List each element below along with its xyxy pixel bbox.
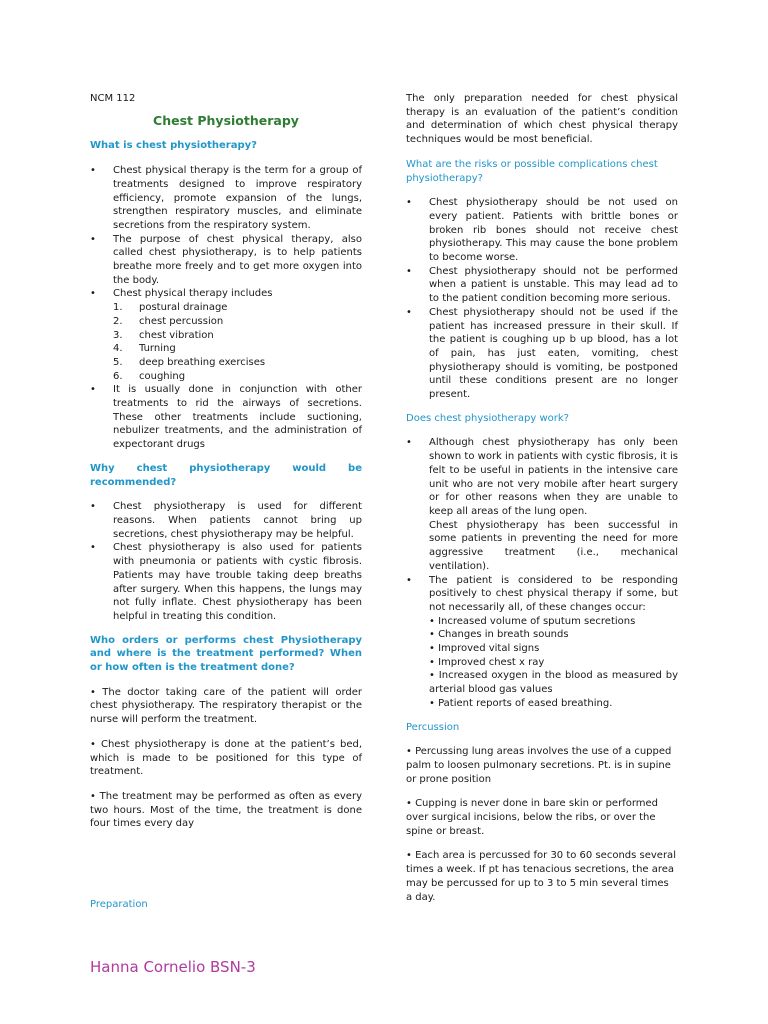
list-item: • Chest physiotherapy is used for different reasons. When patients cannot bring up secretions, chest physiotherapy may be helpful. [90,500,362,541]
paragraph: • Each area is percussed for 30 to 60 seconds several times a week. If pt has tenacious secretions, the area may be percussed for up to 3 to 5 min several times a day. [406,850,676,903]
includes-item: 6. coughing [113,370,186,382]
paragraph: • The doctor taking care of the patient will order chest physiotherapy. The respiratory therapist or the nurse will perform the treatment. [90,686,362,726]
heading-risks: What are the risks or possible complications chest physiotherapy? [406,158,658,184]
heading-what-is: What is chest physiotherapy? [90,140,257,152]
list-item: • It is usually done in conjunction with other treatments to rid the airways of secretions. These other treatments include suctioning, nebulizer treatments, and the administration of expectorant drugs [90,383,362,452]
why-list [90,500,362,623]
list-item: • Chest physiotherapy is also used for patients with pneumonia or patients with cystic fibrosis. Patients may have trouble taking deep breaths after surgery. When this happens, the lungs may not fully inflate. Chest physiotherapy has been helpful in treating this condition. [90,541,362,623]
includes-label: Chest physical therapy includes [113,288,273,300]
list-item: • The patient is considered to be responding positively to chest physical therapy if some, but not necessarily all, of these changes occur: • Increased volume of sputum secretions • Changes in breath sounds • Improved vital signs • Improved chest x ray • Increased oxygen in the blood as measured by arterial blood gas values • Patient reports of eased breathing. [406,574,678,711]
risks-list [406,196,678,402]
includes-item: 5. deep breathing exercises [113,356,266,368]
change-item: • Improved chest x ray [429,656,545,668]
works-list [406,436,678,710]
right-column [406,92,678,915]
includes-item: 4. Turning [113,343,176,355]
includes-item: 1. postural drainage [113,302,228,314]
heading-who-orders: Who orders or performs chest Physiotherapy and where is the treatment performed? When or how often is the treatment done? [90,634,362,674]
paragraph: • The treatment may be performed as often as every two hours. Most of the time, the treatment is done four times every day [90,790,362,830]
course-code: NCM 112 [90,93,136,104]
includes-item: 2. chest percussion [113,315,224,327]
heading-why-recommended: Why chest physiotherapy would be recommended? [90,462,362,488]
change-item: • Increased volume of sputum secretions [429,615,636,627]
heading-preparation: Preparation [90,899,148,911]
changes-list [429,615,678,711]
paragraph: • Chest physiotherapy is done at the patient’s bed, which is made to be positioned for this type of treatment. [90,738,362,778]
list-item: • Chest physiotherapy should not be performed when a patient is unstable. This may lead ad to to the patient condition becoming more serious. [406,265,678,306]
list-item: • Chest physiotherapy should not be used if the patient has increased pressure in their skull. If the patient is coughing up b up blood, has a lot of pain, has just eaten, vomiting, chest physiotherapy should is vomiting, be postponed until these conditions present are no longer present. [406,306,678,402]
list-item: • Chest physiotherapy should be not used on every patient. Patients with brittle bones or broken rib bones should not receive chest physiotherapy. This may cause the bone problem to become worse. [406,196,678,265]
heading-percussion: Percussion [406,721,460,733]
heading-does-it-work: Does chest physiotherapy work? [406,412,569,424]
includes-list [113,301,362,383]
list-item: • Although chest physiotherapy has only been shown to work in patients with cystic fibrosis, it is felt to be useful in patients in the intensive care unit who are not very mobile after heart surgery or for other reasons when they are unable to keep all areas of the lung open. Chest physiotherapy has been successful in some patients in preventing the need for more aggressive treatment (i.e., mechanical ventilation). [406,436,678,573]
list-item: • The purpose of chest physical therapy, also called chest physiotherapy, is to help patients breathe more freely and to get more oxygen into the body. [90,233,362,288]
preparation-text: The only preparation needed for chest physical therapy is an evaluation of the patient’s condition and determination of which chest physical therapy techniques would be most beneficial. [406,93,678,146]
list-item: • Chest physical therapy is the term for a group of treatments designed to improve respiratory efficiency, promote expansion of the lungs, strengthen respiratory muscles, and eliminate secretions from the respiratory system. [90,164,362,233]
paragraph: • Percussing lung areas involves the use of a cupped palm to loosen pulmonary secretions. Pt. is in supine or prone position [406,746,672,785]
change-item: • Improved vital signs [429,643,540,655]
left-column [90,92,362,923]
list-item [90,287,362,383]
change-item: • Changes in breath sounds [429,629,569,641]
continuation-text: Chest physiotherapy has been successful in some patients in preventing the need for more aggressive treatment (i.e., mechanical ventilation). [429,519,678,572]
change-item: • Increased oxygen in the blood as measured by arterial blood gas values [429,670,678,696]
what-is-list [90,164,362,452]
change-item: • Patient reports of eased breathing. [429,697,613,709]
author-footer: Hanna Cornelio BSN-3 [90,958,256,976]
document-title: Chest Physiotherapy [153,112,299,128]
includes-item: 3. chest vibration [113,329,214,341]
paragraph: • Cupping is never done in bare skin or performed over surgical incisions, below the ribs, or over the spine or breast. [406,798,659,837]
